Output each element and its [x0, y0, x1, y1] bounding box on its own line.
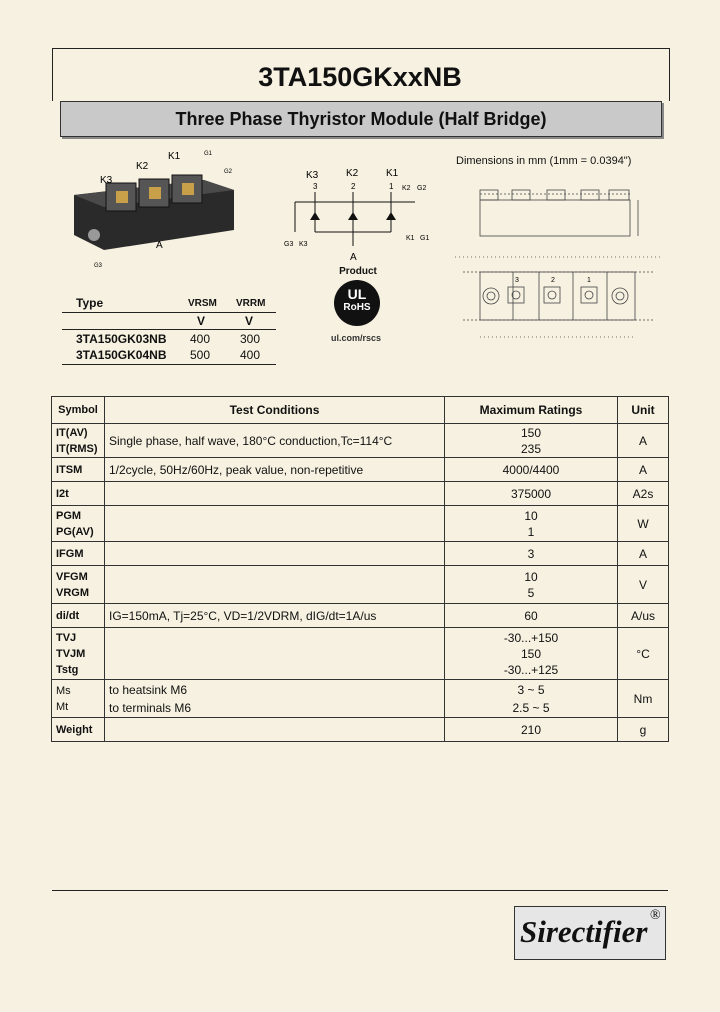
type-row [62, 329, 276, 346]
symbol: VRGM [56, 586, 89, 599]
unit-cell: Nm [618, 680, 669, 718]
vrrm-unit: V [245, 314, 254, 328]
vrsm-header: VRSM [188, 298, 217, 309]
symbol: TVJM [56, 647, 86, 660]
max-header: Maximum Ratings [445, 397, 618, 424]
symbol-cell [52, 424, 105, 458]
type-row-2-vrsm: 500 [190, 348, 211, 362]
unit-cell: V [618, 566, 669, 604]
symbol: TVJ [56, 631, 77, 644]
symbol-cell: IFGM [52, 542, 105, 566]
condition-cell [105, 482, 445, 506]
symbol-cell: I2t [52, 482, 105, 506]
condition-cell [105, 506, 445, 542]
unit-cell: A2s [618, 482, 669, 506]
type-row-1-vrsm: 400 [190, 332, 211, 346]
type-table-header [62, 296, 276, 312]
circuit-gate-k2: K2 [402, 185, 411, 192]
symbol-cell [52, 680, 105, 718]
condition-cell [105, 628, 445, 680]
value: -30...+125 [503, 662, 559, 677]
condition-cell: 1/2cycle, 50Hz/60Hz, peak value, non-repetitive [105, 458, 445, 482]
unit-cell: W [618, 506, 669, 542]
circuit-gate-k1: K1 [406, 235, 415, 242]
photo-label-k1: K1 [168, 151, 181, 162]
ul-url: ul.com/rscs [330, 333, 382, 343]
ul-logo [334, 280, 380, 326]
table-row [52, 680, 669, 718]
photo-label-a: A [156, 240, 163, 251]
ratings-header-row [52, 397, 669, 424]
value-cell: 4000/4400 [445, 458, 618, 482]
table-row [52, 458, 669, 482]
value-cell [445, 628, 618, 680]
symbol-header: Symbol [52, 397, 105, 424]
photo-label-g2: G2 [224, 169, 233, 175]
unit-cell: A [618, 542, 669, 566]
value-cell: 3 [445, 542, 618, 566]
value-cell [445, 424, 618, 458]
table-row [52, 628, 669, 680]
circuit-label-k1: K1 [386, 168, 399, 179]
value: 150 [520, 646, 542, 661]
value-cell: 210 [445, 718, 618, 742]
dimensions-title: Dimensions in mm (1mm = 0.0394") [456, 155, 632, 167]
symbol: IT(RMS) [56, 442, 98, 455]
symbol-cell: ITSM [52, 458, 105, 482]
condition: to heatsink M6 [109, 682, 188, 697]
table-row [52, 718, 669, 742]
subtitle-bar: Three Phase Thyristor Module (Half Bridge) [60, 101, 662, 137]
photo-label-k3: K3 [100, 175, 113, 186]
unit-cell: g [618, 718, 669, 742]
ul-text: UL [347, 286, 367, 302]
thyristor-3 [310, 212, 320, 220]
condition-cell [105, 566, 445, 604]
dim-terminal-1: 1 [587, 277, 591, 284]
mounting-hole [88, 229, 100, 241]
value: 1 [527, 524, 535, 539]
circuit-label-k3: K3 [306, 170, 319, 181]
circuit-label-a: A [350, 252, 357, 262]
table-row [52, 566, 669, 604]
value-cell: 375000 [445, 482, 618, 506]
circuit-num-1: 1 [389, 182, 394, 191]
value: 5 [527, 585, 535, 600]
vrrm-header: VRRM [236, 298, 266, 309]
type-row-2-vrrm: 400 [240, 348, 261, 362]
symbol-cell [52, 506, 105, 542]
symbol: IT(AV) [56, 426, 88, 439]
type-table-units [62, 312, 276, 329]
circuit-num-3: 3 [313, 182, 318, 191]
rohs-text: RoHS [343, 302, 371, 313]
value: 235 [520, 441, 542, 456]
photo-label-g3: G3 [94, 263, 103, 269]
table-row [52, 542, 669, 566]
dim-terminal-3: 3 [515, 277, 519, 284]
unit-header: Unit [618, 397, 669, 424]
type-header: Type [76, 296, 104, 310]
value: -30...+150 [503, 630, 559, 645]
unit-cell: °C [618, 628, 669, 680]
symbol: Ms [56, 684, 71, 697]
condition-cell [105, 542, 445, 566]
table-row [52, 604, 669, 628]
thyristor-2 [348, 212, 358, 220]
ul-product-text: Product [339, 266, 377, 277]
circuit-gate-g1: G1 [420, 235, 430, 242]
registered-mark: ® [650, 908, 661, 923]
photo-label-g1: G1 [204, 151, 213, 157]
condition-cell [105, 718, 445, 742]
conditions-header: Test Conditions [105, 397, 445, 424]
table-row [52, 506, 669, 542]
condition: to terminals M6 [109, 700, 192, 715]
footer-divider [52, 890, 668, 891]
thyristor-1 [386, 212, 396, 220]
part-number-title: 3TA150GKxxNB [258, 62, 462, 92]
value-cell [445, 680, 618, 718]
terminal-2-screw [149, 187, 161, 199]
unit-cell: A [618, 424, 669, 458]
vrsm-unit: V [197, 314, 206, 328]
value: 150 [520, 425, 542, 440]
circuit-diagram [280, 162, 440, 262]
symbol: Tstg [56, 663, 79, 676]
value: 2.5 ~ 5 [512, 700, 550, 715]
unit-cell: A/us [618, 604, 669, 628]
symbol-cell: di/dt [52, 604, 105, 628]
symbol: Mt [56, 700, 69, 713]
symbol-cell: Weight [52, 718, 105, 742]
type-row-1-vrrm: 300 [240, 332, 261, 346]
symbol-cell [52, 628, 105, 680]
type-table [62, 296, 276, 365]
brand-logo: Sirectifier [520, 914, 648, 949]
type-row-2-type: 3TA150GK04NB [76, 348, 167, 362]
circuit-num-2: 2 [351, 182, 356, 191]
value-cell [445, 506, 618, 542]
value: 10 [524, 569, 538, 584]
type-row-1-type: 3TA150GK03NB [76, 332, 167, 346]
value-cell [445, 566, 618, 604]
terminal-1-screw [182, 183, 194, 195]
circuit-gate-g3: G3 [284, 241, 294, 248]
symbol-cell [52, 566, 105, 604]
condition-cell: IG=150mA, Tj=25°C, VD=1/2VDRM, dIG/dt=1A/us [105, 604, 445, 628]
symbol: PG(AV) [56, 525, 94, 538]
condition-cell: Single phase, half wave, 180°C conduction,Tc=114°C [105, 424, 445, 458]
circuit-gate-g2: G2 [417, 185, 427, 192]
circuit-label-k2: K2 [346, 168, 359, 179]
value: 3 ~ 5 [517, 682, 545, 697]
value-cell: 60 [445, 604, 618, 628]
condition-cell [105, 680, 445, 718]
type-row [62, 346, 276, 365]
dim-terminal-2: 2 [551, 277, 555, 284]
value: 10 [524, 508, 538, 523]
table-row [52, 424, 669, 458]
symbol: VFGM [56, 570, 88, 583]
terminal-3-screw [116, 191, 128, 203]
table-row [52, 482, 669, 506]
photo-label-k2: K2 [136, 161, 149, 172]
module-photo [64, 145, 244, 275]
ratings-table [51, 396, 669, 742]
circuit-gate-k3: K3 [299, 241, 308, 248]
unit-cell: A [618, 458, 669, 482]
symbol: PGM [56, 509, 82, 522]
dimension-drawing [455, 172, 665, 352]
